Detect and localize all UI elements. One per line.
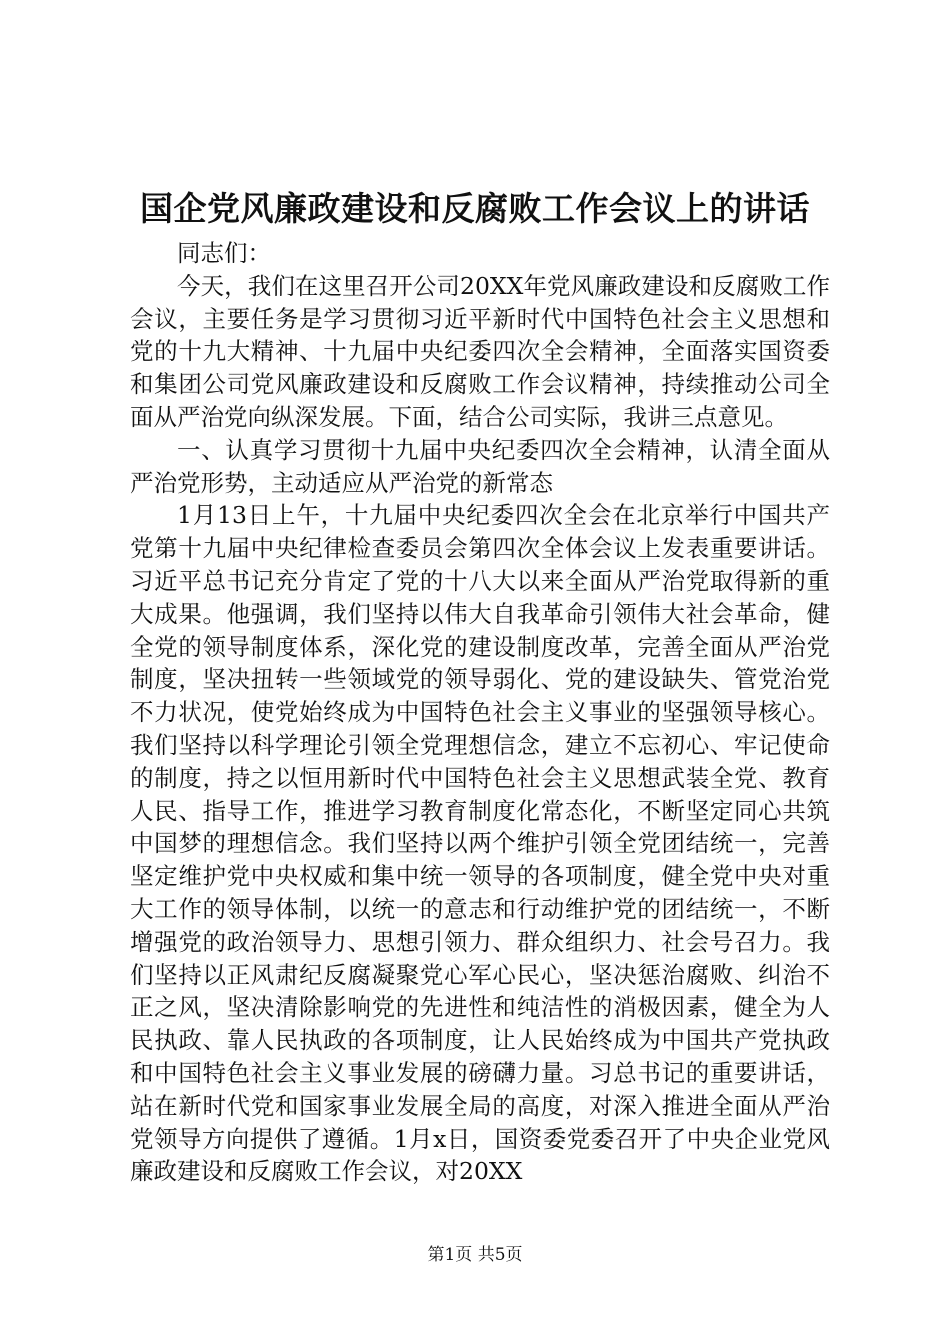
salutation: 同志们： (177, 239, 271, 267)
intro-paragraph: 今天，我们在这里召开公司20XX年党风廉政建设和反腐败工作会议，主要任务是学习贯彻习近平新时代中国特色社会主义思想和党的十九大精神、十九届中央纪委四次全会精神，全面落实国资委和集团公司党风廉政建设和反腐败工作会议精神，持续推动公司全面从严治党向纵深发展。下面，结合公司实际，我讲三点意见。 (130, 271, 830, 431)
document-title: 国企党风廉政建设和反腐败工作会议上的讲话 (140, 189, 810, 228)
page-number-footer: 第1页 共5页 (427, 1245, 523, 1265)
document-body (130, 237, 830, 1188)
body-paragraph: 1月13日上午，十九届中央纪委四次全会在北京举行中国共产党第十九届中央纪律检查委员会第四次全体会议上发表重要讲话。习近平总书记充分肯定了党的十八大以来全面从严治党取得新的重大成果。他强调，我们坚持以伟大自我革命引领伟大社会革命，健全党的领导制度体系，深化党的建设制度改革，完善全面从严治党制度，坚决扭转一些领域党的领导弱化、党的建设缺失、管党治党不力状况，使党始终成为中国特色社会主义事业的坚强领导核心。我们坚持以科学理论引领全党理想信念，建立不忘初心、牢记使命的制度，持之以恒用新时代中国特色社会主义思想武装全党、教育人民、指导工作，推进学习教育制度化常态化，不断坚定同心共筑中国梦的理想信念。我们坚持以两个维护引领全党团结统一，完善坚定维护党中央权威和集中统一领导的各项制度，健全党中央对重大工作的领导体制，以统一的意志和行动维护党的团结统一，不断增强党的政治领导力、思想引领力、群众组织力、社会号召力。我们坚持以正风肃纪反腐凝聚党心军心民心，坚决惩治腐败、纠治不正之风，坚决清除影响党的先进性和纯洁性的消极因素，健全为人民执政、靠人民执政的各项制度，让人民始终成为中国共产党执政和中国特色社会主义事业发展的磅礴力量。习总书记的重要讲话，站在新时代党和国家事业发展全局的高度，对深入推进全面从严治党领导方向提供了遵循。1月x日，国资委党委召开了中央企业党风廉政建设和反腐败工作会议，对20XX (130, 501, 830, 1186)
section-heading-1: 一、认真学习贯彻十九届中央纪委四次全会精神，认清全面从严治党形势，主动适应从严治党的新常态 (130, 435, 830, 497)
